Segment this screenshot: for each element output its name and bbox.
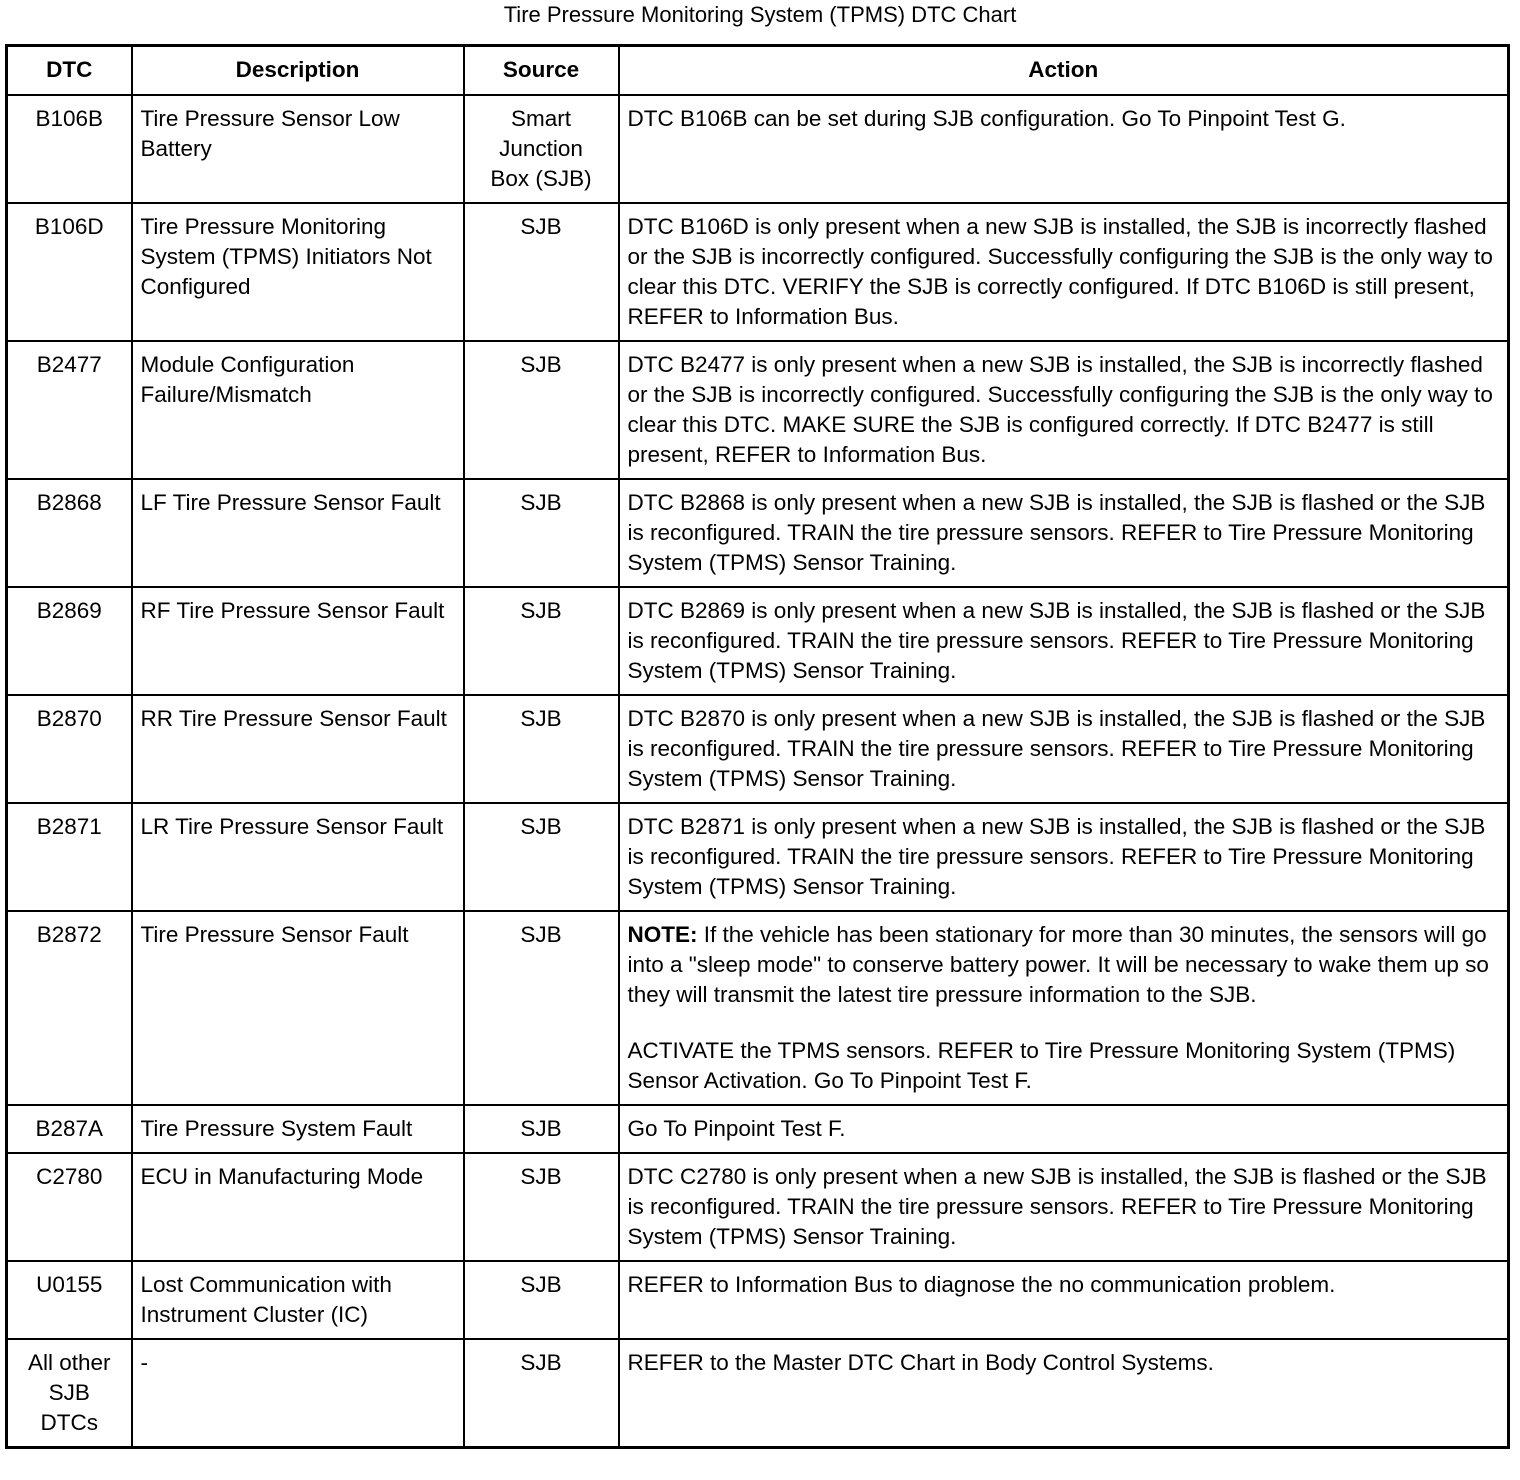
description-cell: Tire Pressure Sensor Low Battery [132,95,464,203]
source-cell: Smart Junction Box (SJB) [464,95,619,203]
note-text: If the vehicle has been stationary for more than 30 minutes, the sensors will go into a "sleep mode" to conserve battery power. It will be necessary to wake them up so they will transmit the latest tire pressure information to the SJB. [627,922,1489,1007]
description-cell: RR Tire Pressure Sensor Fault [132,695,464,803]
description-cell: Tire Pressure Monitoring System (TPMS) Initiators Not Configured [132,203,464,341]
table-header-row [7,46,1509,96]
table-row [7,203,1509,341]
dtc-table [5,44,1510,1449]
column-header-source: Source [464,46,619,96]
description-cell: LF Tire Pressure Sensor Fault [132,479,464,587]
source-cell: SJB [464,203,619,341]
description-cell: ECU in Manufacturing Mode [132,1153,464,1261]
description-cell: Module Configuration Failure/Mismatch [132,341,464,479]
dtc-code-cell: C2780 [7,1153,132,1261]
table-row [7,911,1509,1105]
note-label: NOTE: [627,922,698,947]
dtc-code-cell: B2868 [7,479,132,587]
dtc-code-cell: B2869 [7,587,132,695]
table-row [7,1105,1509,1153]
action-cell: DTC C2780 is only present when a new SJB is installed, the SJB is flashed or the SJB is reconfigured. TRAIN the tire pressure sensors. REFER to Tire Pressure Monitoring System (TPMS) Sensor Training. [619,1153,1509,1261]
action-cell: DTC B2869 is only present when a new SJB is installed, the SJB is flashed or the SJB is reconfigured. TRAIN the tire pressure sensors. REFER to Tire Pressure Monitoring System (TPMS) Sensor Training. [619,587,1509,695]
dtc-table-container [5,44,1507,1449]
table-row [7,341,1509,479]
action-cell: REFER to the Master DTC Chart in Body Control Systems. [619,1339,1509,1448]
source-cell: SJB [464,341,619,479]
action-paragraph: ACTIVATE the TPMS sensors. REFER to Tire Pressure Monitoring System (TPMS) Sensor Activation. Go To Pinpoint Test F. [627,1038,1456,1093]
action-cell: DTC B2871 is only present when a new SJB is installed, the SJB is flashed or the SJB is reconfigured. TRAIN the tire pressure sensors. REFER to Tire Pressure Monitoring System (TPMS) Sensor Training. [619,803,1509,911]
table-row [7,1339,1509,1448]
table-row [7,1153,1509,1261]
dtc-code-cell: B2871 [7,803,132,911]
source-cell: SJB [464,803,619,911]
description-cell: LR Tire Pressure Sensor Fault [132,803,464,911]
source-cell: SJB [464,1261,619,1339]
source-cell: SJB [464,1339,619,1448]
dtc-code-cell: B2872 [7,911,132,1105]
table-row [7,695,1509,803]
dtc-code-cell: All other SJB DTCs [7,1339,132,1448]
source-cell: SJB [464,587,619,695]
source-cell: SJB [464,1153,619,1261]
dtc-code-cell: U0155 [7,1261,132,1339]
dtc-code-cell: B2477 [7,341,132,479]
action-cell: Go To Pinpoint Test F. [619,1105,1509,1153]
action-cell: DTC B2870 is only present when a new SJB is installed, the SJB is flashed or the SJB is reconfigured. TRAIN the tire pressure sensors. REFER to Tire Pressure Monitoring System (TPMS) Sensor Training. [619,695,1509,803]
action-cell: DTC B2477 is only present when a new SJB is installed, the SJB is incorrectly flashed or the SJB is incorrectly configured. Successfully configuring the SJB is the only way to clear this DTC. MAKE SURE the SJB is configured correctly. If DTC B2477 is still present, REFER to Information Bus. [619,341,1509,479]
description-cell: - [132,1339,464,1448]
source-cell: SJB [464,1105,619,1153]
table-row [7,587,1509,695]
column-header-action: Action [619,46,1509,96]
source-cell: SJB [464,479,619,587]
note-paragraph [628,920,1500,1010]
dtc-code-cell: B106B [7,95,132,203]
table-row [7,95,1509,203]
source-cell: SJB [464,695,619,803]
action-cell: DTC B106B can be set during SJB configuration. Go To Pinpoint Test G. [619,95,1509,203]
table-row [7,1261,1509,1339]
table-row [7,803,1509,911]
action-cell: DTC B2868 is only present when a new SJB is installed, the SJB is flashed or the SJB is reconfigured. TRAIN the tire pressure sensors. REFER to Tire Pressure Monitoring System (TPMS) Sensor Training. [619,479,1509,587]
page-title: Tire Pressure Monitoring System (TPMS) DTC Chart [503,2,1017,27]
description-cell: Tire Pressure Sensor Fault [132,911,464,1105]
dtc-code-cell: B2870 [7,695,132,803]
dtc-code-cell: B287A [7,1105,132,1153]
source-cell: SJB [464,911,619,1105]
description-cell: Tire Pressure System Fault [132,1105,464,1153]
action-cell: DTC B106D is only present when a new SJB is installed, the SJB is incorrectly flashed or the SJB is incorrectly configured. Successfully configuring the SJB is the only way to clear this DTC. VERIFY the SJB is correctly configured. If DTC B106D is still present, REFER to Information Bus. [619,203,1509,341]
table-row [7,479,1509,587]
dtc-code-cell: B106D [7,203,132,341]
column-header-description: Description [132,46,464,96]
action-cell: REFER to Information Bus to diagnose the no communication problem. [619,1261,1509,1339]
action-cell [619,911,1509,1105]
column-header-dtc: DTC [7,46,132,96]
description-cell: RF Tire Pressure Sensor Fault [132,587,464,695]
description-cell: Lost Communication with Instrument Cluster (IC) [132,1261,464,1339]
